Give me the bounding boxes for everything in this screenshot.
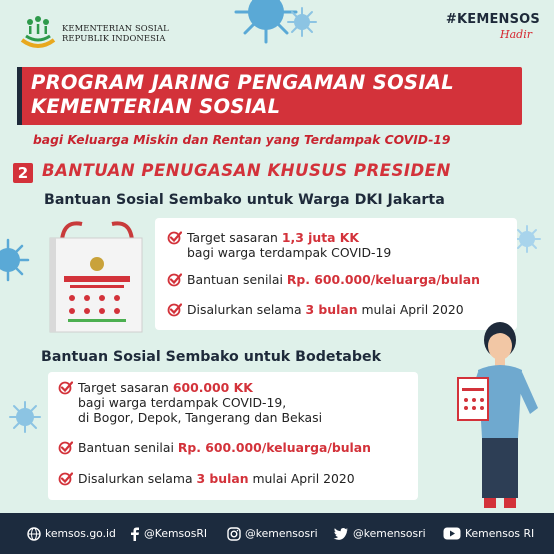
check-icon bbox=[167, 302, 182, 317]
block1-card bbox=[155, 218, 517, 330]
item-text: di Bogor, Depok, Tangerang dan Bekasi bbox=[78, 410, 323, 425]
footer-facebook[interactable] bbox=[130, 513, 207, 554]
facebook-icon bbox=[130, 527, 140, 541]
check-icon bbox=[167, 272, 182, 287]
item-highlight: Rp. 600.000/keluarga/bulan bbox=[177, 440, 371, 455]
footer-youtube[interactable] bbox=[443, 513, 534, 554]
footer-facebook-text: @KemsosRI bbox=[144, 527, 208, 540]
footer-website-text: kemsos.go.id bbox=[45, 527, 116, 540]
footer-website[interactable] bbox=[27, 513, 116, 554]
aid-bag-illustration bbox=[42, 218, 150, 336]
virus-icon bbox=[286, 6, 318, 38]
item-text: mulai April 2020 bbox=[248, 471, 355, 486]
block2-heading: Bantuan Sosial Sembako untuk Bodetabek bbox=[41, 349, 382, 365]
section-number: 2 bbox=[13, 163, 33, 183]
item-highlight: 600.000 KK bbox=[172, 380, 253, 395]
hashtag: #KEMENSOS bbox=[445, 12, 540, 27]
instagram-icon bbox=[227, 527, 241, 541]
ministry-line1: KEMENTERIAN SOSIAL bbox=[62, 23, 169, 33]
item-text: Target sasaran bbox=[78, 380, 173, 395]
item-text: bagi warga terdampak COVID-19, bbox=[78, 395, 287, 410]
title-banner bbox=[17, 67, 522, 125]
footer-twitter-text: @kemensosri bbox=[353, 527, 426, 540]
globe-icon bbox=[27, 527, 41, 541]
kemensos-logo bbox=[18, 14, 58, 52]
youtube-icon bbox=[443, 527, 461, 540]
check-icon bbox=[58, 471, 73, 486]
check-icon bbox=[167, 230, 182, 245]
ministry-name bbox=[62, 23, 169, 43]
footer-twitter[interactable] bbox=[333, 513, 426, 554]
item-highlight: 3 bulan bbox=[196, 471, 249, 486]
virus-icon bbox=[8, 400, 42, 434]
section-title: BANTUAN PENUGASAN KHUSUS PRESIDEN bbox=[42, 161, 451, 180]
item-text: Bantuan senilai bbox=[78, 440, 178, 455]
footer-instagram[interactable] bbox=[227, 513, 318, 554]
block2-card bbox=[48, 372, 418, 500]
hashtag-sub: Hadir bbox=[500, 28, 532, 41]
item-highlight: Rp. 600.000/keluarga/bulan bbox=[286, 272, 480, 287]
item-highlight: 1,3 juta KK bbox=[281, 230, 359, 245]
virus-icon bbox=[0, 238, 30, 282]
title-line2: KEMENTERIAN SOSIAL bbox=[31, 95, 281, 118]
item-highlight: 3 bulan bbox=[305, 302, 358, 317]
twitter-icon bbox=[333, 527, 349, 541]
footer-youtube-text: Kemensos RI bbox=[465, 527, 535, 540]
item-text: mulai April 2020 bbox=[357, 302, 464, 317]
ministry-line2: REPUBLIK INDONESIA bbox=[62, 33, 166, 43]
item-text: Disalurkan selama bbox=[187, 302, 306, 317]
title-line1: PROGRAM JARING PENGAMAN SOSIAL bbox=[31, 71, 454, 94]
item-text: bagi warga terdampak COVID-19 bbox=[187, 245, 392, 260]
block1-heading: Bantuan Sosial Sembako untuk Warga DKI Jakarta bbox=[44, 192, 445, 208]
footer-bar bbox=[0, 513, 554, 554]
item-text: Bantuan senilai bbox=[187, 272, 287, 287]
item-text: Disalurkan selama bbox=[78, 471, 197, 486]
footer-instagram-text: @kemensosri bbox=[245, 527, 318, 540]
subtitle: bagi Keluarga Miskin dan Rentan yang Terdampak COVID-19 bbox=[33, 133, 451, 147]
check-icon bbox=[58, 380, 73, 395]
woman-holding-bag-illustration bbox=[446, 318, 546, 514]
check-icon bbox=[58, 440, 73, 455]
item-text: Target sasaran bbox=[187, 230, 282, 245]
